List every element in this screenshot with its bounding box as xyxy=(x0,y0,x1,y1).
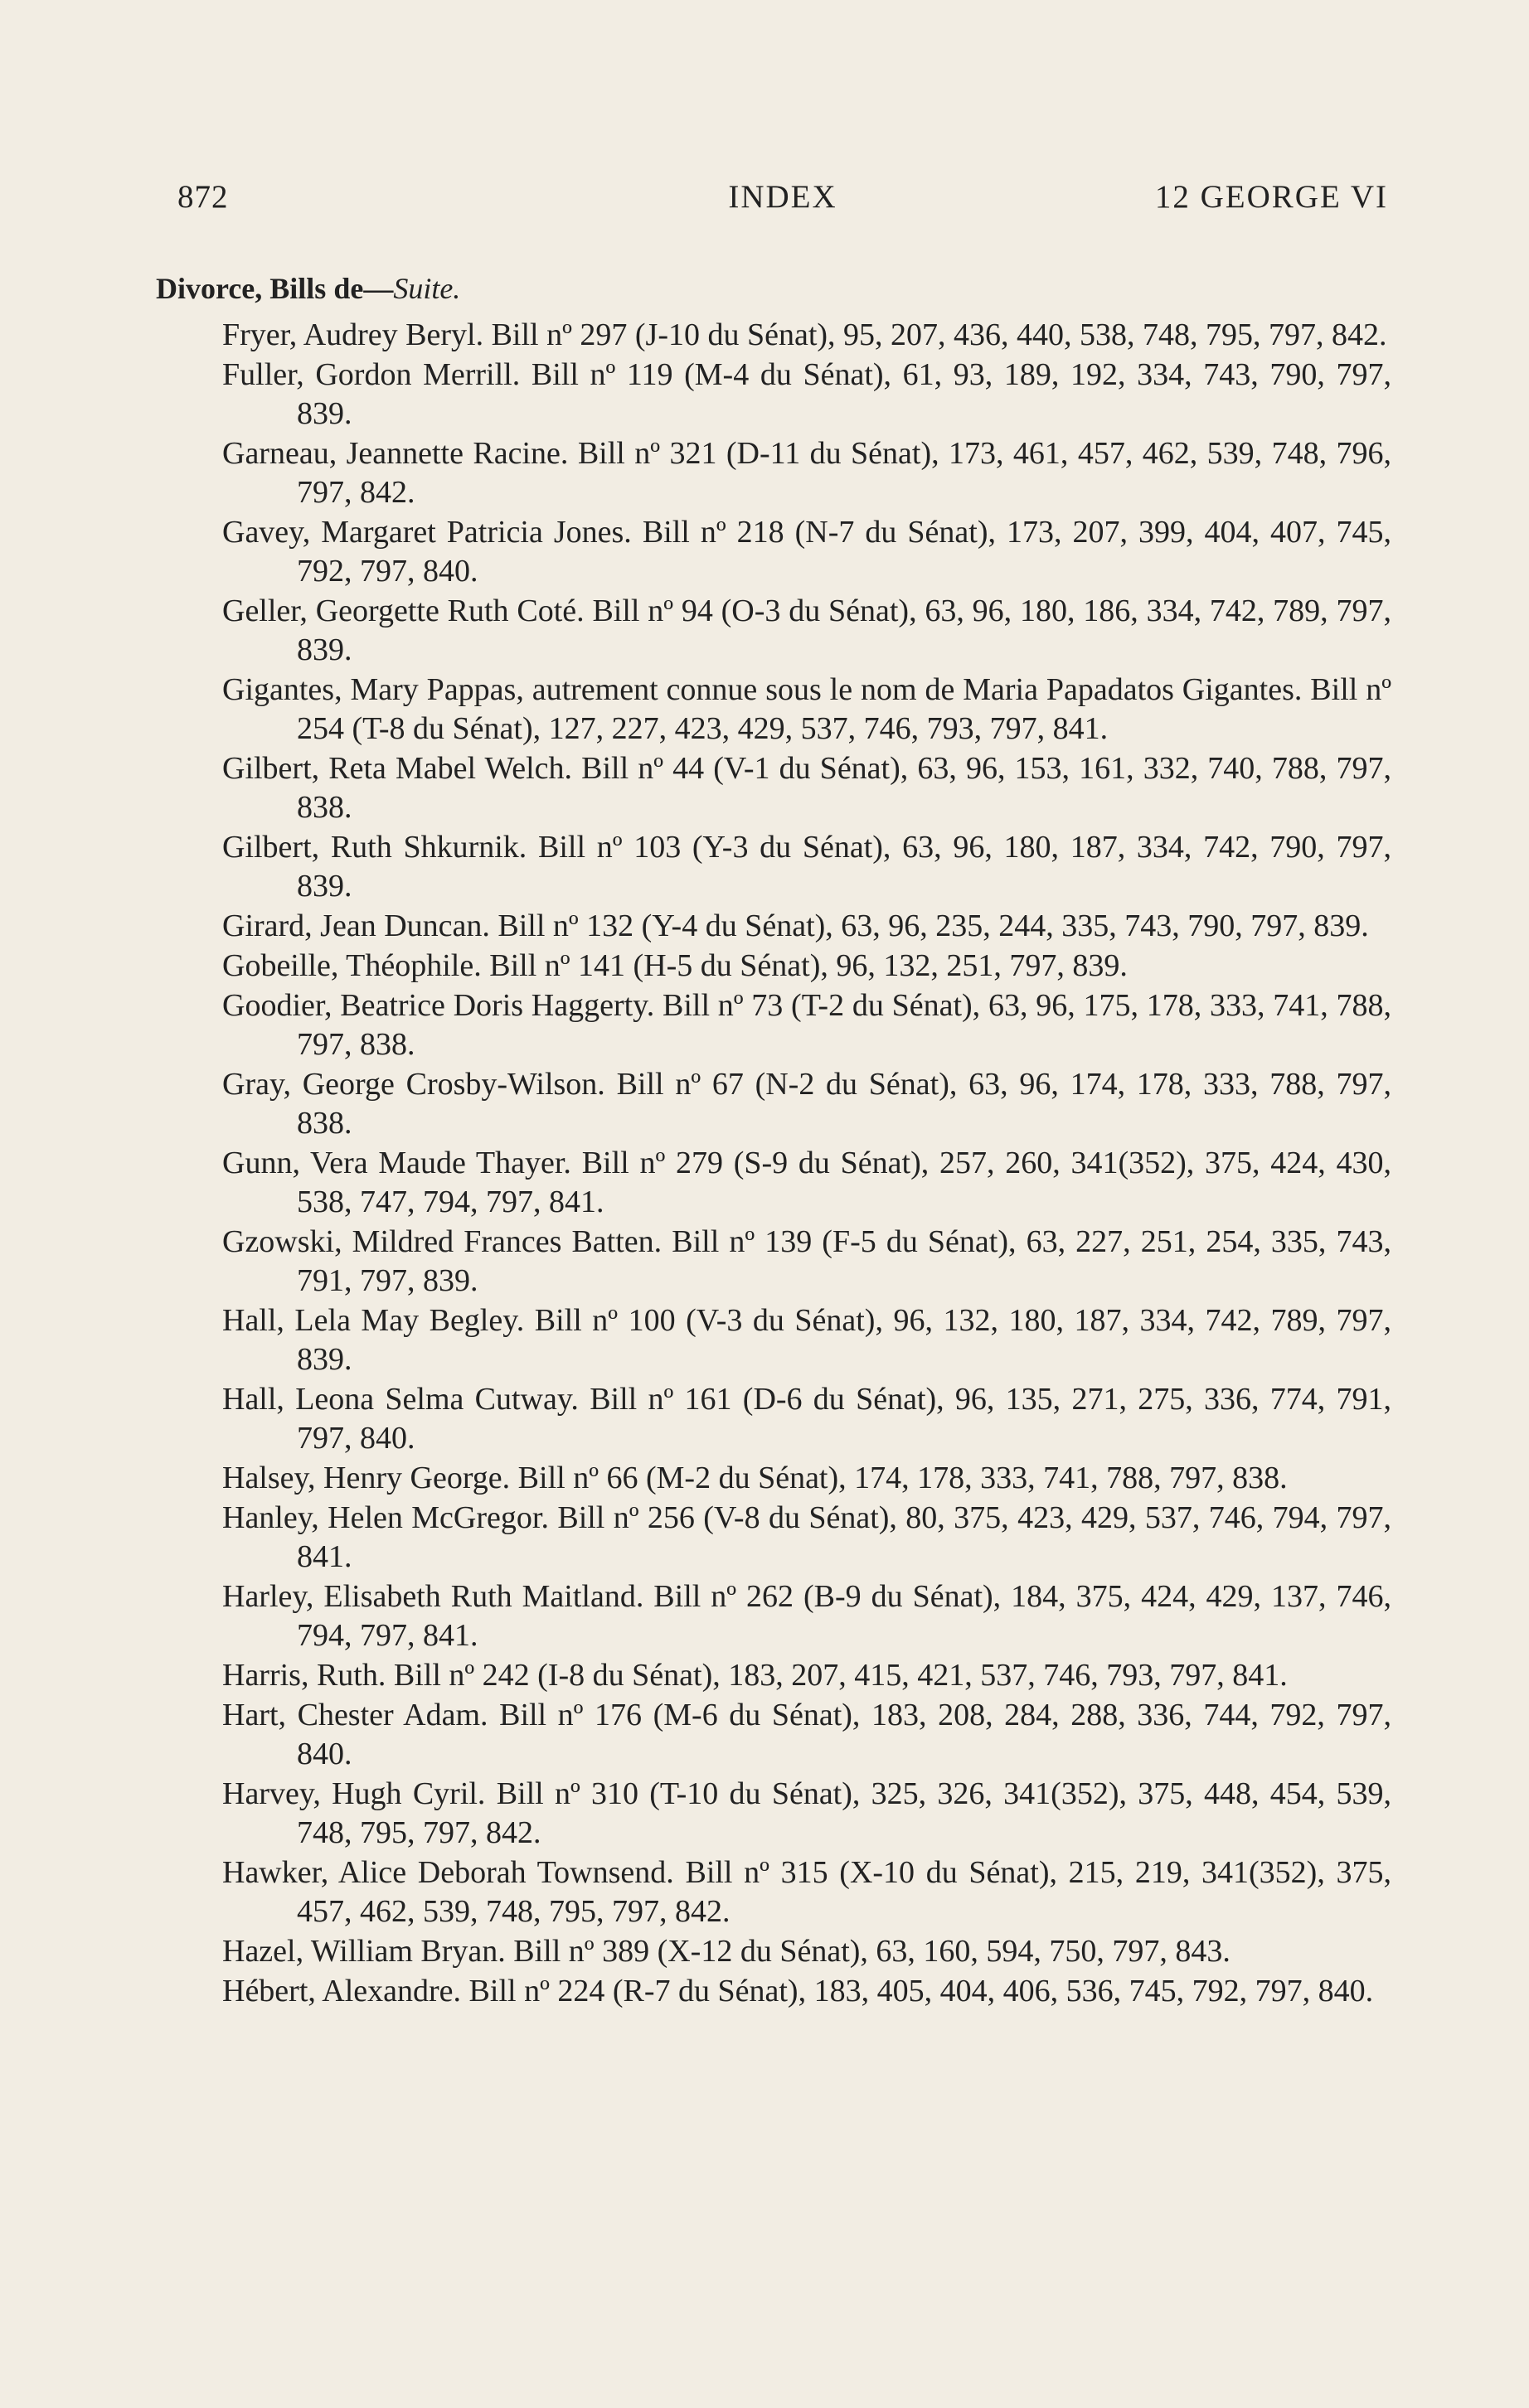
section-heading xyxy=(156,271,460,306)
entry-reference: Bill nº 224 (R-7 du Sénat), 183, 405, 404, 406, 536, 745, 792, 797, 840. xyxy=(468,1974,1374,2008)
entry-name: Hall, Leona Selma Cutway. xyxy=(222,1382,579,1417)
entry-name: Gzowski, Mildred Frances Batten. xyxy=(222,1224,663,1259)
index-entry xyxy=(222,986,1391,1064)
entry-reference: Bill nº 176 (M-6 du Sénat), 183, 208, 284, 288, 336, 744, 792, 797, 840. xyxy=(297,1698,1391,1771)
section-continued-label: Suite. xyxy=(393,272,461,305)
entry-reference: Bill nº 132 (Y-4 du Sénat), 63, 96, 235, 244, 335, 743, 790, 797, 839. xyxy=(498,908,1369,943)
entry-reference: Bill nº 310 (T-10 du Sénat), 325, 326, 341(352), 375, 448, 454, 539, 748, 795, 797, 842. xyxy=(297,1776,1391,1850)
entry-name: Hébert, Alexandre. xyxy=(222,1974,462,2008)
index-entry xyxy=(222,1853,1391,1931)
entry-reference: Bill nº 103 (Y-3 du Sénat), 63, 96, 180, 187, 334, 742, 790, 797, 839. xyxy=(297,830,1392,904)
entry-reference: Bill nº 44 (V-1 du Sénat), 63, 96, 153, 161, 332, 740, 788, 797, 838. xyxy=(297,751,1391,825)
index-entry xyxy=(222,1223,1391,1301)
page-number: 872 xyxy=(177,179,229,215)
entry-reference: Bill nº 315 (X-10 du Sénat), 215, 219, 341(352), 375, 457, 462, 539, 748, 795, 797, 842. xyxy=(297,1855,1391,1929)
entry-reference: Bill nº 94 (O-3 du Sénat), 63, 96, 180, 186, 334, 742, 789, 797, 839. xyxy=(297,594,1391,667)
index-entry xyxy=(222,907,1391,946)
entry-reference: Bill nº 67 (N-2 du Sénat), 63, 96, 174, 178, 333, 788, 797, 838. xyxy=(297,1067,1392,1141)
entry-name: Gavey, Margaret Patricia Jones. xyxy=(222,515,632,550)
entry-name: Harris, Ruth. xyxy=(222,1658,386,1693)
entry-name: Hart, Chester Adam. xyxy=(222,1698,488,1732)
index-entry xyxy=(222,1932,1391,1971)
entry-reference: Bill nº 119 (M-4 du Sénat), 61, 93, 189, 192, 334, 743, 790, 797, 839. xyxy=(297,357,1391,431)
entry-name: Gigantes, Mary Pappas, autrement connue sous le nom de Maria Papadatos Gigantes. xyxy=(222,672,1303,707)
entry-name: Gobeille, Théophile. xyxy=(222,948,482,983)
entry-name: Gilbert, Ruth Shkurnik. xyxy=(222,830,527,865)
entry-reference: Bill nº 256 (V-8 du Sénat), 80, 375, 423, 429, 537, 746, 794, 797, 841. xyxy=(297,1500,1391,1574)
entry-reference: Bill nº 73 (T-2 du Sénat), 63, 96, 175, 178, 333, 741, 788, 797, 838. xyxy=(297,988,1391,1062)
index-entry xyxy=(222,1696,1391,1774)
index-entry xyxy=(222,592,1391,670)
index-entry xyxy=(222,749,1391,827)
entry-name: Gunn, Vera Maude Thayer. xyxy=(222,1146,571,1180)
index-entry xyxy=(222,828,1391,906)
entry-reference: Bill nº 321 (D-11 du Sénat), 173, 461, 457, 462, 539, 748, 796, 797, 842. xyxy=(297,436,1391,510)
entry-name: Fuller, Gordon Merrill. xyxy=(222,357,521,392)
index-entry xyxy=(222,513,1391,591)
section-heading-text: Divorce, Bills de— xyxy=(156,272,394,305)
entry-name: Geller, Georgette Ruth Coté. xyxy=(222,594,585,628)
page-title: INDEX xyxy=(728,179,837,215)
entry-name: Hall, Lela May Begley. xyxy=(222,1303,525,1338)
index-entry xyxy=(222,356,1391,434)
entry-name: Gilbert, Reta Mabel Welch. xyxy=(222,751,573,786)
entry-reference: Bill nº 242 (I-8 du Sénat), 183, 207, 415, 421, 537, 746, 793, 797, 841. xyxy=(393,1658,1288,1693)
entry-reference: Bill nº 389 (X-12 du Sénat), 63, 160, 594, 750, 797, 843. xyxy=(513,1934,1230,1969)
index-entry xyxy=(222,947,1391,986)
entry-name: Halsey, Henry George. xyxy=(222,1461,511,1495)
index-entry xyxy=(222,316,1391,355)
index-entry xyxy=(222,1144,1391,1222)
entry-reference: Bill nº 100 (V-3 du Sénat), 96, 132, 180, 187, 334, 742, 789, 797, 839. xyxy=(297,1303,1391,1377)
entry-reference: Bill nº 66 (M-2 du Sénat), 174, 178, 333, 741, 788, 797, 838. xyxy=(517,1461,1288,1495)
entry-reference: Bill nº 262 (B-9 du Sénat), 184, 375, 424, 429, 137, 746, 794, 797, 841. xyxy=(297,1579,1391,1653)
index-entry xyxy=(222,434,1391,512)
index-entry xyxy=(222,1775,1391,1853)
entry-name: Harley, Elisabeth Ruth Maitland. xyxy=(222,1579,644,1614)
entry-reference: Bill nº 141 (H-5 du Sénat), 96, 132, 251, 797, 839. xyxy=(489,948,1128,983)
entry-name: Fryer, Audrey Beryl. xyxy=(222,317,484,352)
entry-name: Goodier, Beatrice Doris Haggerty. xyxy=(222,988,655,1023)
entry-name: Hazel, William Bryan. xyxy=(222,1934,506,1969)
entry-name: Garneau, Jeannette Racine. xyxy=(222,436,569,471)
entry-reference: Bill nº 161 (D-6 du Sénat), 96, 135, 271, 275, 336, 774, 791, 797, 840. xyxy=(297,1382,1392,1456)
index-entry xyxy=(222,1459,1391,1498)
index-entry xyxy=(222,1065,1391,1143)
running-head-reign: 12 GEORGE VI xyxy=(1154,179,1388,215)
entry-name: Girard, Jean Duncan. xyxy=(222,908,490,943)
entry-name: Hawker, Alice Deborah Townsend. xyxy=(222,1855,674,1890)
index-entry xyxy=(222,1380,1391,1458)
entry-reference: Bill nº 279 (S-9 du Sénat), 257, 260, 341(352), 375, 424, 430, 538, 747, 794, 797, 841. xyxy=(297,1146,1391,1219)
entry-name: Gray, George Crosby-Wilson. xyxy=(222,1067,605,1102)
entry-reference: Bill nº 254 (T-8 du Sénat), 127, 227, 423, 429, 537, 746, 793, 797, 841. xyxy=(297,672,1391,746)
entry-reference: Bill nº 297 (J-10 du Sénat), 95, 207, 436, 440, 538, 748, 795, 797, 842. xyxy=(491,317,1387,352)
index-entry-list xyxy=(222,316,1391,2012)
entry-name: Hanley, Helen McGregor. xyxy=(222,1500,549,1535)
entry-reference: Bill nº 218 (N-7 du Sénat), 173, 207, 399, 404, 407, 745, 792, 797, 840. xyxy=(297,515,1391,589)
index-entry xyxy=(222,1972,1391,2011)
index-entry xyxy=(222,1499,1391,1577)
index-entry xyxy=(222,1656,1391,1695)
entry-reference: Bill nº 139 (F-5 du Sénat), 63, 227, 251, 254, 335, 743, 791, 797, 839. xyxy=(297,1224,1392,1298)
page-header xyxy=(177,178,1388,220)
index-entry xyxy=(222,671,1391,749)
index-entry xyxy=(222,1301,1391,1379)
entry-name: Harvey, Hugh Cyril. xyxy=(222,1776,486,1811)
index-entry xyxy=(222,1577,1391,1655)
